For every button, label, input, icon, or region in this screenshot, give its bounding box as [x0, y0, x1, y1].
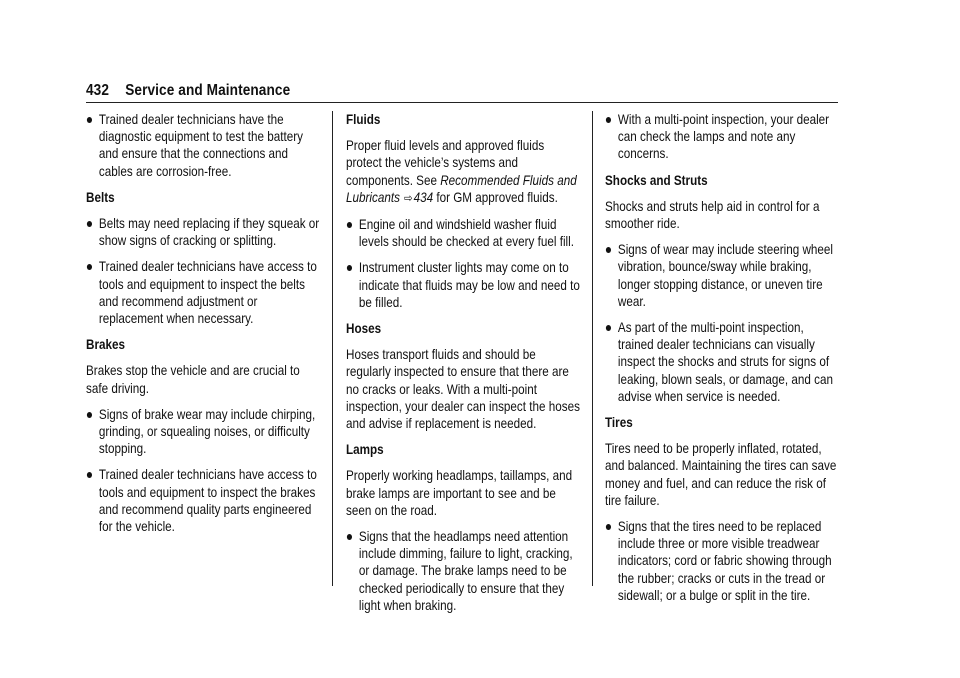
page-reference-arrow-icon: ⇨ [404, 190, 413, 205]
recommended-fluids-link[interactable]: Recommended Fluids and Lubricants [346, 172, 577, 205]
page-header [86, 82, 290, 100]
section-title: Service and Maintenance [125, 82, 291, 99]
reference-page-number[interactable]: 434 [413, 189, 434, 205]
hoses-heading: Hoses [346, 321, 382, 337]
list-item: As part of the multi-point inspection, trained dealer technicians can visually inspect the shocks and struts for signs of leaking, blown seals, or damage, and can advise when service is needed. [605, 319, 841, 405]
hoses-paragraph: Hoses transport fluids and should be regularly inspected to ensure that there are no cracks or leaks. With a multi-point inspection, your dealer can inspect the hoses and advise if replacement is needed. [346, 347, 580, 432]
list-item: Engine oil and windshield washer fluid levels should be checked at every fuel fill. [346, 216, 582, 250]
header-divider [86, 102, 838, 103]
lamps-heading: Lamps [346, 442, 384, 458]
page-number: 432 [86, 82, 110, 99]
list-item: Instrument cluster lights may come on to indicate that fluids may be low and need to be filled. [346, 259, 582, 311]
shocks-bullet-list [605, 241, 841, 405]
list-item: Trained dealer technicians have the diagnostic equipment to test the battery and ensure that the connections and cables are corrosion-free. [86, 111, 322, 180]
battery-bullet-list [86, 111, 322, 180]
list-item: Trained dealer technicians have access to tools and equipment to inspect the brakes and recommend quality parts engineered for the vehicle. [86, 466, 322, 535]
list-item: With a multi-point inspection, your dealer can check the lamps and note any concerns. [605, 111, 841, 163]
lamps-bullet-list [346, 528, 582, 614]
list-item: Trained dealer technicians have access to tools and equipment to inspect the belts and recommend adjustment or replacement when necessary. [86, 258, 322, 327]
brakes-paragraph: Brakes stop the vehicle and are crucial to safe driving. [86, 363, 300, 396]
lamps-continued-bullet-list [605, 111, 841, 163]
shocks-paragraph: Shocks and struts help aid in control for a smoother ride. [605, 198, 820, 232]
column-1 [86, 111, 322, 544]
belts-bullet-list [86, 215, 322, 327]
tires-paragraph: Tires need to be properly inflated, rotated, and balanced. Maintaining the tires can save money and fuel, and can reduce the risk of tire failure. [605, 441, 837, 508]
fluids-text: Proper fluid levels and approved fluids protect the vehicle’s systems and components. See [346, 138, 545, 188]
brakes-bullet-list [86, 406, 322, 535]
list-item: Signs of wear may include steering wheel vibration, bounce/sway while braking, longer stopping distance, or uneven tire wear. [605, 241, 841, 310]
fluids-bullet-list [346, 216, 582, 311]
fluids-heading: Fluids [346, 112, 381, 127]
list-item: Signs that the headlamps need attention include dimming, failure to light, cracking, or damage. The brake lamps need to be checked periodically to ensure that they light when braking. [346, 528, 582, 614]
list-item: Signs of brake wear may include chirping, grinding, or squealing noises, or difficulty stopping. [86, 406, 322, 458]
fluids-paragraph [346, 137, 582, 207]
fluids-text-end: for GM approved fluids. [433, 189, 558, 205]
list-item: Signs that the tires need to be replaced include three or more visible treadwear indicators; cord or fabric showing through the rubber; cracks or cuts in the tread or sidewall; or a bulge or split in the tire. [605, 518, 841, 604]
list-item: Belts may need replacing if they squeak or show signs of cracking or splitting. [86, 215, 322, 249]
column-3 [605, 111, 841, 613]
shocks-heading: Shocks and Struts [605, 172, 708, 188]
column-divider-1 [332, 111, 333, 586]
column-divider-2 [592, 111, 593, 586]
tires-bullet-list [605, 518, 841, 604]
tires-heading: Tires [605, 415, 633, 431]
brakes-heading: Brakes [86, 337, 126, 353]
column-2 [346, 111, 582, 623]
belts-heading: Belts [86, 189, 115, 205]
lamps-paragraph: Properly working headlamps, taillamps, and brake lamps are important to see and be seen on the road. [346, 468, 573, 518]
